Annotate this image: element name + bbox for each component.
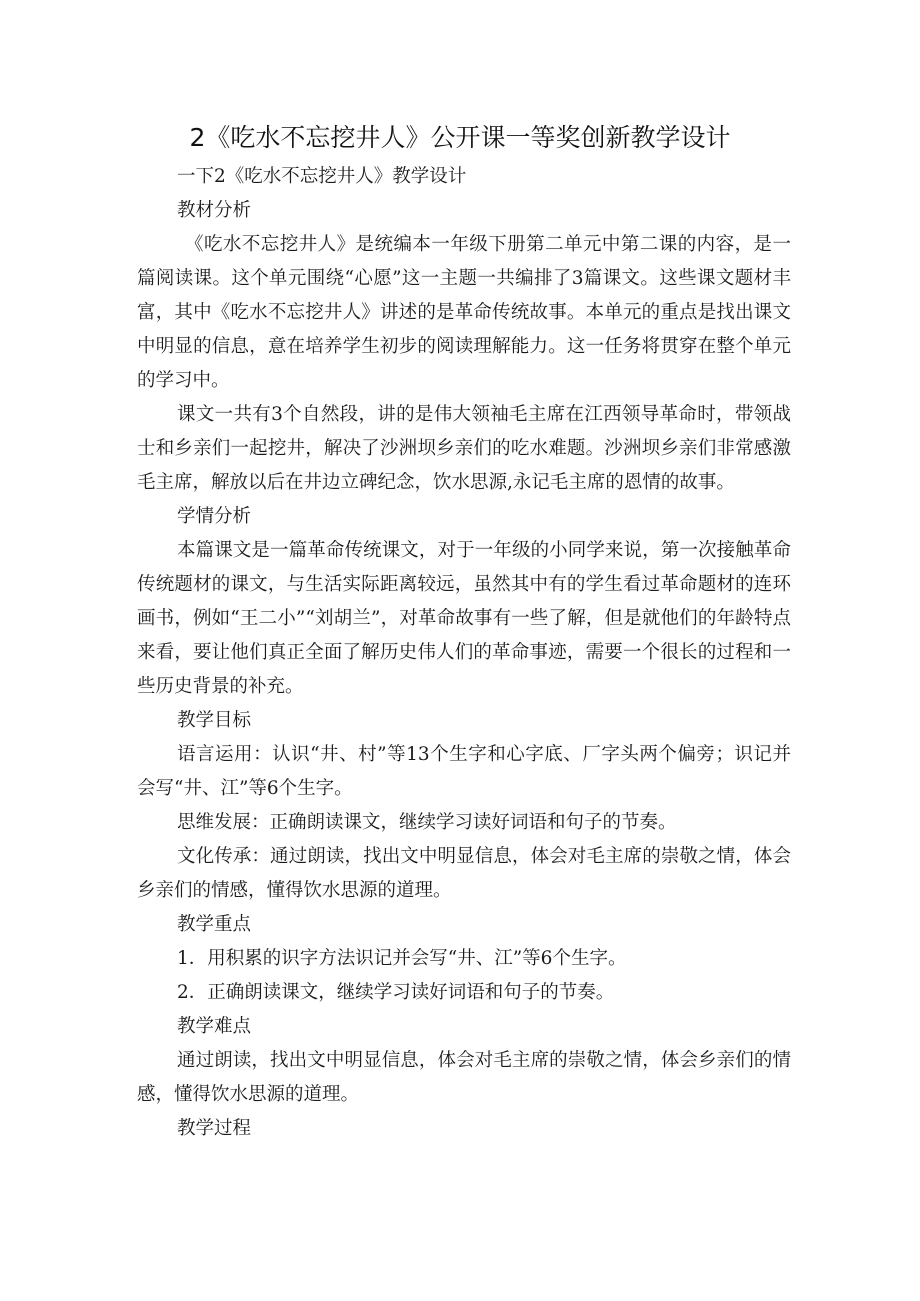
section-heading-key-points: 教学重点 (177, 914, 252, 935)
section-heading-student-analysis: 学情分析 (177, 506, 252, 527)
key-point-1: 1．用积累的识字方法识记并会写“井、江”等6个生字。 (177, 948, 627, 969)
section-heading-objectives: 教学目标 (177, 710, 252, 731)
paragraph-textbook-analysis-1: 《吃水不忘挖井人》是统编本一年级下册第二单元中第二课的内容，是一篇阅读课。这个单元围绕“心愿”这一主题一共编排了3篇课文。这些课文题材丰富，其中《吃水不忘挖井人》讲述的是革命传统故事。本单元的重点是找出课文中明显的信息，意在培养学生初步的阅读理解能力。这一任务将贯穿在整个单元的学习中。 (137, 234, 791, 391)
document-title: 2《吃水不忘挖井人》公开课一等奖创新教学设计 (189, 123, 731, 152)
paragraph-student-analysis-1: 本篇课文是一篇革命传统课文，对于一年级的小同学来说，第一次接触革命传统题材的课文，与生活实际距离较远，虽然其中有的学生看过革命题材的连环画书，例如“王二小”“刘胡兰”，对革命故事有一些了解，但是就他们的年龄特点来看，要让他们真正全面了解历史伟人们的革命事迹，需要一个很长的过程和一些历史背景的补充。 (137, 540, 791, 697)
section-heading-difficulties: 教学难点 (177, 1016, 252, 1037)
paragraph-textbook-analysis-2: 课文一共有3个自然段，讲的是伟大领袖毛主席在江西领导革命时，带领战士和乡亲们一起挖井，解决了沙洲坝乡亲们的吃水难题。沙洲坝乡亲们非常感激毛主席，解放以后在井边立碑纪念，饮水思源,永记毛主席的恩情的故事。 (137, 404, 791, 493)
section-heading-process: 教学过程 (177, 1118, 252, 1139)
document-body (137, 160, 791, 1146)
document-subtitle: 一下2《吃水不忘挖井人》教学设计 (177, 166, 467, 187)
objective-culture: 文化传承：通过朗读，找出文中明显信息，体会对毛主席的崇敬之情，体会乡亲们的情感，懂得饮水思源的道理。 (137, 846, 791, 901)
objective-language: 语言运用：认识“井、村”等13个生字和心字底、厂字头两个偏旁；识记并会写“井、江”等6个生字。 (137, 744, 791, 799)
objective-thinking: 思维发展：正确朗读课文，继续学习读好词语和句子的节奏。 (177, 812, 677, 833)
section-heading-textbook-analysis: 教材分析 (177, 200, 252, 221)
key-point-2: 2．正确朗读课文，继续学习读好词语和句子的节奏。 (177, 982, 615, 1003)
paragraph-difficulties-1: 通过朗读，找出文中明显信息，体会对毛主席的崇敬之情，体会乡亲们的情感，懂得饮水思源的道理。 (137, 1050, 791, 1105)
